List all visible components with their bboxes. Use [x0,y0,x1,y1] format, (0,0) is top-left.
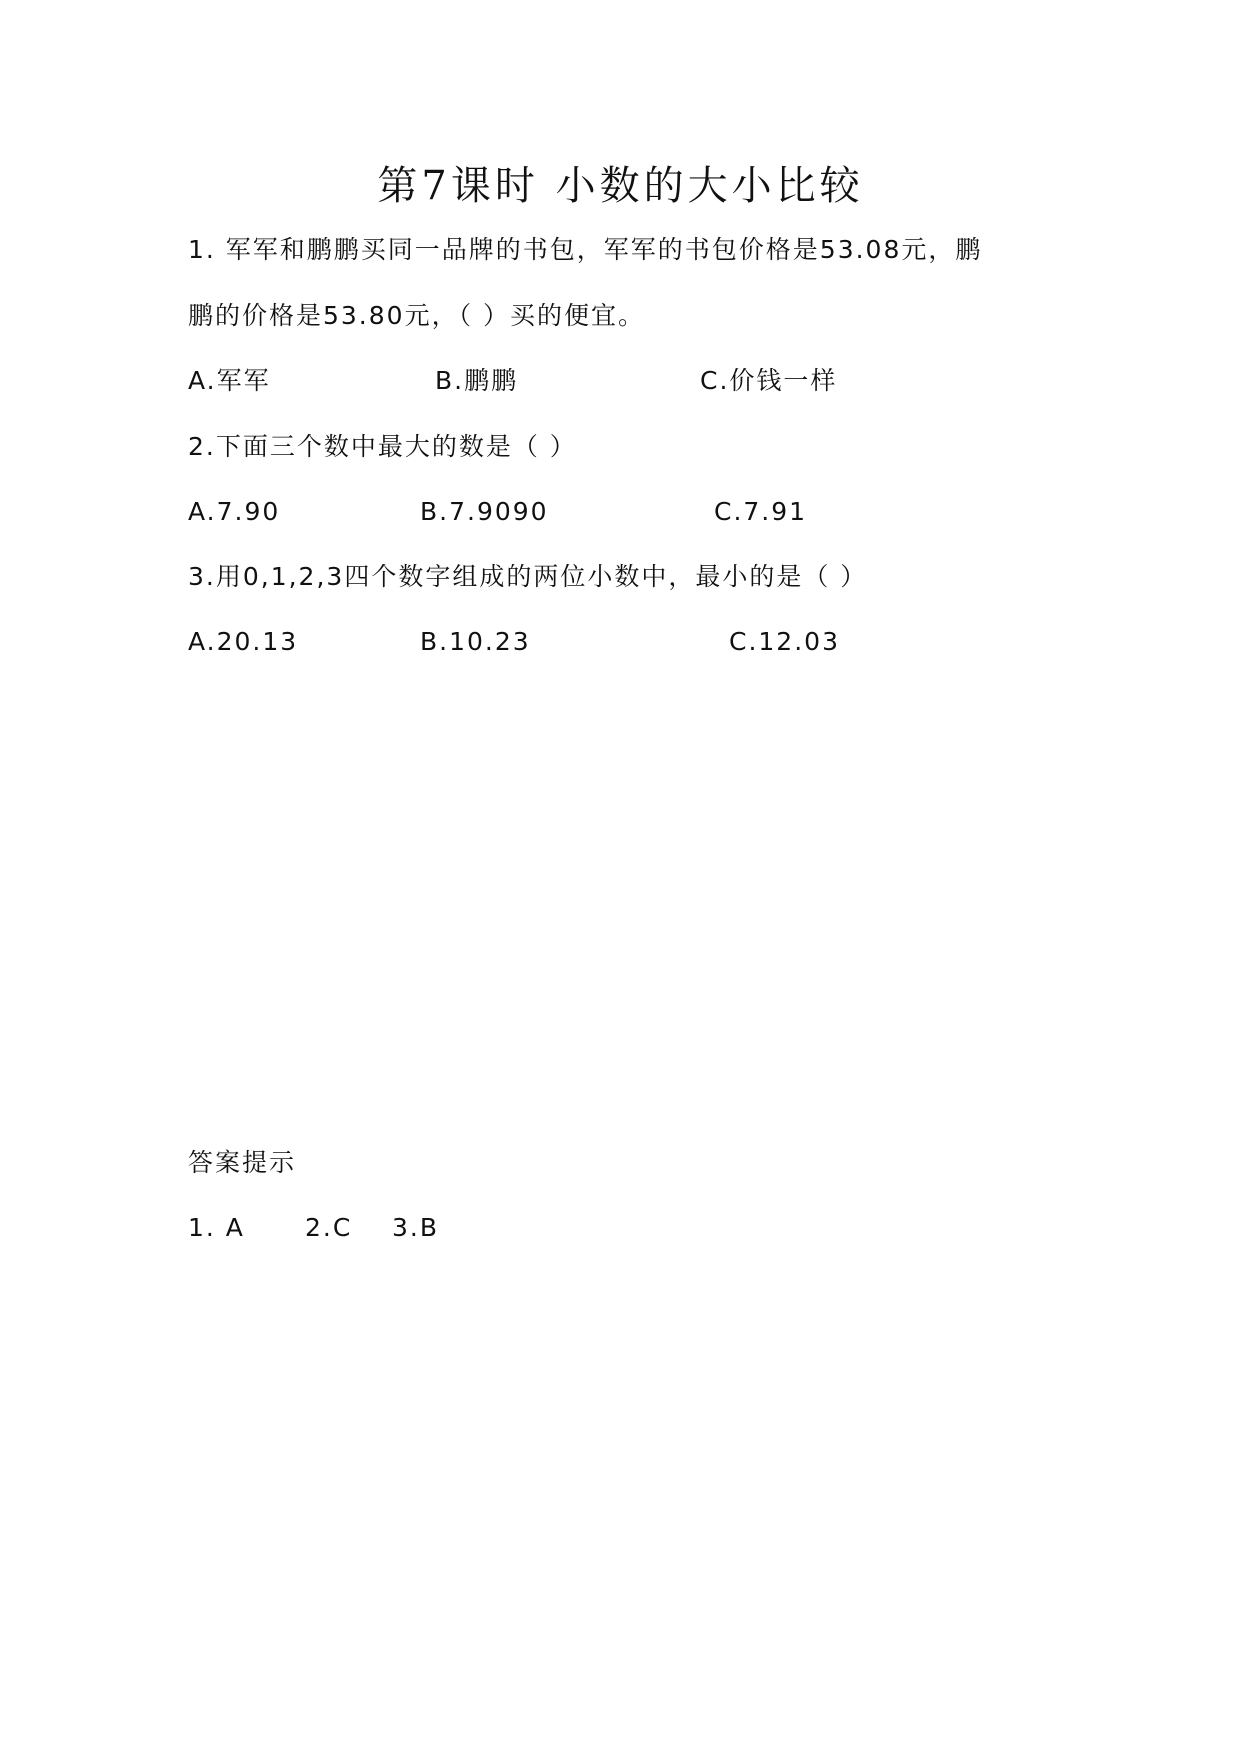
question-1-option-c: C.价钱一样 [700,366,838,395]
question-2-option-b: B.7.9090 [420,497,549,526]
question-3-option-c: C.12.03 [729,627,840,656]
question-3-option-a: A.20.13 [188,627,299,656]
page-title: 第7课时 小数的大小比较 [377,163,864,209]
question-2-stem: 2.下面三个数中最大的数是（ ） [188,432,577,461]
question-1-option-b: B.鹏鹏 [435,366,519,395]
question-2-option-a: A.7.90 [188,497,281,526]
answer-1: 1. A [188,1213,245,1242]
question-3-option-b: B.10.23 [420,627,531,656]
question-1-stem-line-2: 鹏的价格是53.80元，（ ）买的便宜。 [188,301,646,330]
question-1-stem-line-1: 1. 军军和鹏鹏买同一品牌的书包，军军的书包价格是53.08元，鹏 [188,235,983,264]
answers-heading: 答案提示 [188,1148,297,1177]
answer-2: 2.C [305,1213,353,1242]
question-2-option-c: C.7.91 [714,497,808,526]
answer-3: 3.B [392,1213,440,1242]
question-1-option-a: A.军军 [188,366,271,395]
question-3-stem: 3.用0,1,2,3四个数字组成的两位小数中，最小的是（ ） [188,562,868,591]
